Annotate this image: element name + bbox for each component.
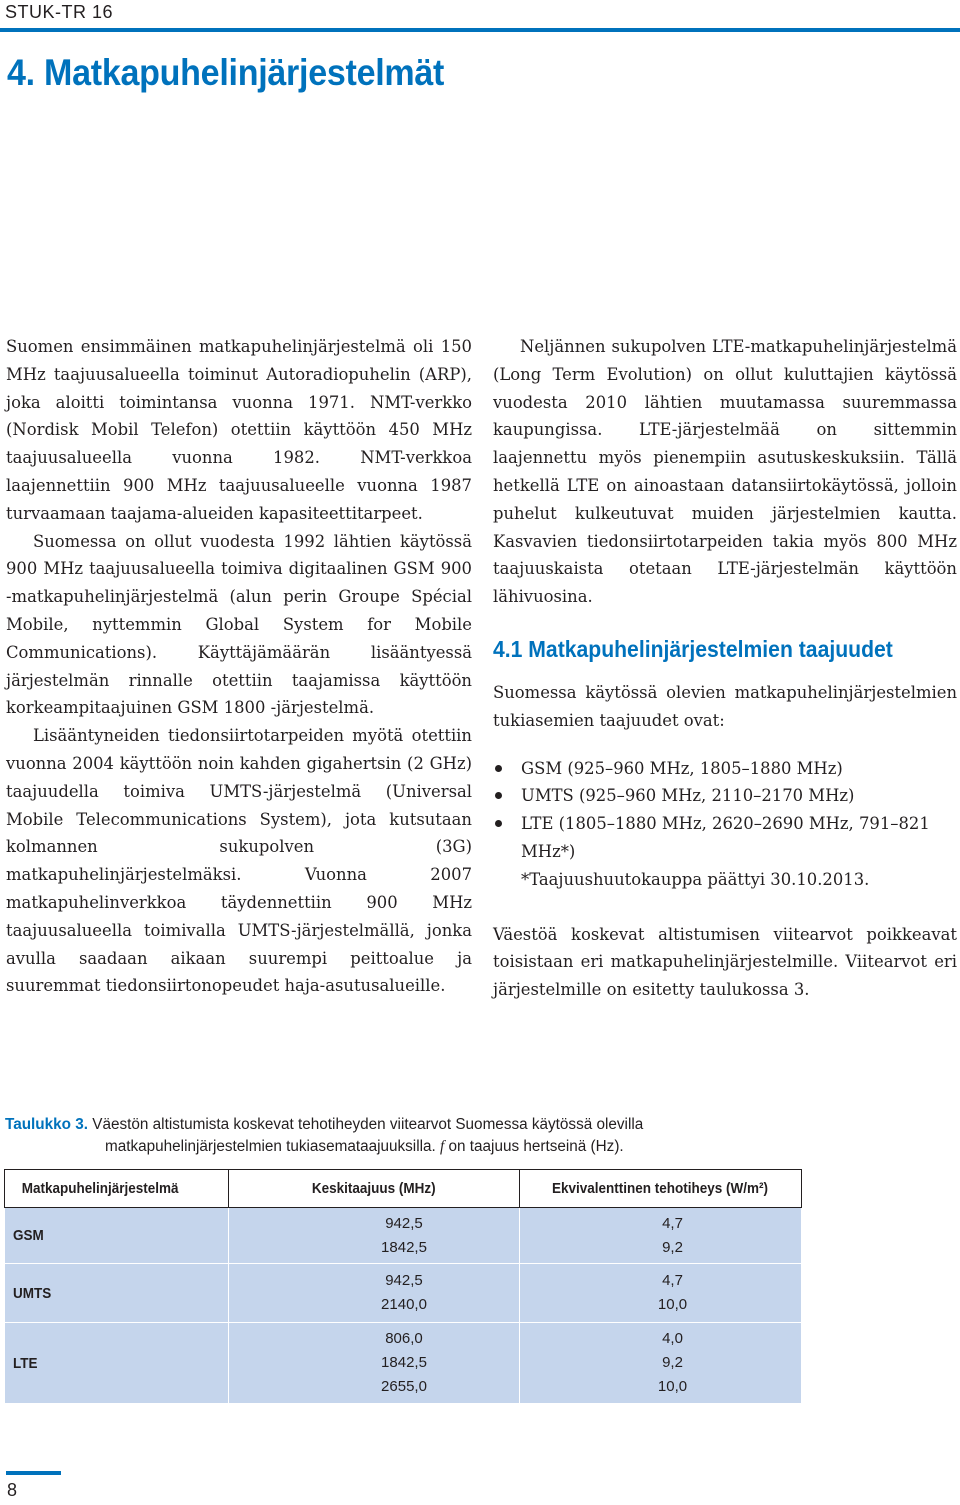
cell-frequency: 806,0 1842,5 2655,0: [229, 1323, 520, 1404]
paragraph-gsm: Suomessa on ollut vuodesta 1992 lähtien käytössä 900 MHz taajuusalueella toimiva digitaalinen GSM 900 -matkapuhelinjärjestelmä (alun perin Groupe Spécial Mobile, nyttemmin Global System for Mobile Communications). Käyttäjämäärän lisääntyessä järjestelmän rinnalle otettiin taajamissa käyttöön korkeampitaajuinen GSM 1800 -järjestelmä.: [6, 531, 472, 718]
paragraph-lte: Neljännen sukupolven LTE-matkapuhelinjärjestelmä (Long Term Evolution) on ollut kuluttajien käytössä vuodesta 2010 lähtien muutamassa suuremmassa kaupungissa. LTE-järjestelmää on sittemmin laajennettu myös pienempiin asutuskeskuksiin. Tällä hetkellä LTE on ainoastaan datansiirtokäytössä, jolloin puhelut kulkeutuvat muiden järjestelmien kautta. Kasvavien tiedonsiirtotarpeiden takia myös 800 MHz taajuuskaista otetaan LTE-järjestelmän käyttöön lähivuosina.: [493, 337, 957, 607]
right-column: [493, 333, 957, 1004]
cell-power-density: 4,7 9,2: [520, 1208, 802, 1264]
cell-power-density: 4,7 10,0: [520, 1264, 802, 1323]
cell-system: GSM: [5, 1208, 229, 1264]
cell-system: LTE: [5, 1323, 229, 1404]
paragraph-arp-nmt: Suomen ensimmäinen matkapuhelinjärjestelmä oli 150 MHz taajuusalueella toiminut Autoradiopuhelin (ARP), joka aloitti toimintansa vuonna 1971. NMT-verkko (Nordisk Mobil Telefon) otettiin käyttöön 450 MHz taajuusalueella vuonna 1982. NMT-verkkoa laajennettiin 900 MHz taajuusalueelle vuonna 1987 turvaamaan taajama-alueiden kapasiteettitarpeet.: [6, 337, 472, 523]
top-rule: [0, 28, 960, 32]
reference-values-table: [4, 1169, 802, 1404]
section-title: 4.1 Matkapuhelinjärjestelmien taajuudet: [493, 635, 893, 662]
cell-frequency: 942,5 1842,5: [229, 1208, 520, 1264]
table-caption-line2a: matkapuhelinjärjestelmien tukiasemataajuuksilla.: [105, 1138, 436, 1155]
paragraph-reference-values: Väestöä koskevat altistumisen viitearvot poikkeavat toisistaan eri matkapuhelinjärjestelmille. Viitearvot eri järjestelmille on esitetty taulukossa 3.: [493, 924, 957, 1000]
table-row: [5, 1264, 802, 1323]
left-column: [6, 333, 472, 1000]
paragraph-umts: Lisääntyneiden tiedonsiirtotarpeiden myötä otettiin vuonna 2004 käyttöön noin kahden gigahertsin (2 GHz) taajuudella toimiva UMTS-järjestelmä (Universal Mobile Telecommunications System), jota kutsutaan kolmannen sukupolven (3G) matkapuhelinjärjestelmäksi. Vuonna 2007 matkapuhelinverkkoa täydennettiin 900 MHz taajuusalueella toimivalla UMTS-järjestelmällä, jonka avulla saadaan aikaan suurempi peittoalue ja suuremmat tiedonsiirtonopeudet haja-asutusalueille.: [6, 726, 472, 996]
table-caption-variable: f: [440, 1138, 445, 1155]
cell-frequency: 942,5 2140,0: [229, 1264, 520, 1323]
header-frequency: Keskitaajuus (MHz): [229, 1170, 520, 1208]
page-number: 8: [7, 1480, 18, 1500]
paragraph-frequencies-intro: Suomessa käytössä olevien matkapuhelinjärjestelmien tukiasemien taajuudet ovat:: [493, 682, 957, 730]
frequency-list: [493, 755, 957, 866]
cell-power-density: 4,0 9,2 10,0: [520, 1323, 802, 1404]
header-power-density: Ekvivalenttinen tehotiheys (W/m²): [520, 1170, 802, 1208]
cell-system: UMTS: [5, 1264, 229, 1323]
list-item-lte: LTE (1805–1880 MHz, 2620–2690 MHz, 791–821 MHz*): [493, 810, 957, 866]
table-caption: [5, 1114, 955, 1158]
list-item-umts: UMTS (925–960 MHz, 2110–2170 MHz): [493, 782, 957, 810]
table-header-row: [5, 1170, 802, 1208]
table-caption-line1: Väestön altistumista koskevat tehotiheyden viitearvot Suomessa käytössä olevilla: [92, 1116, 644, 1133]
list-item-gsm: GSM (925–960 MHz, 1805–1880 MHz): [493, 755, 957, 783]
table-caption-label: Taulukko 3.: [5, 1116, 89, 1133]
auction-footnote: *Taajuushuutokauppa päättyi 30.10.2013.: [521, 869, 870, 889]
table-row: [5, 1323, 802, 1404]
running-head: STUK-TR 16: [5, 2, 114, 22]
footer-rule: [6, 1471, 61, 1475]
table-row: [5, 1208, 802, 1264]
header-system: Matkapuhelinjärjestelmä: [5, 1170, 229, 1208]
table-caption-line2b: on taajuus hertseinä (Hz).: [448, 1138, 624, 1155]
chapter-title: 4. Matkapuhelinjärjestelmät: [7, 52, 445, 93]
